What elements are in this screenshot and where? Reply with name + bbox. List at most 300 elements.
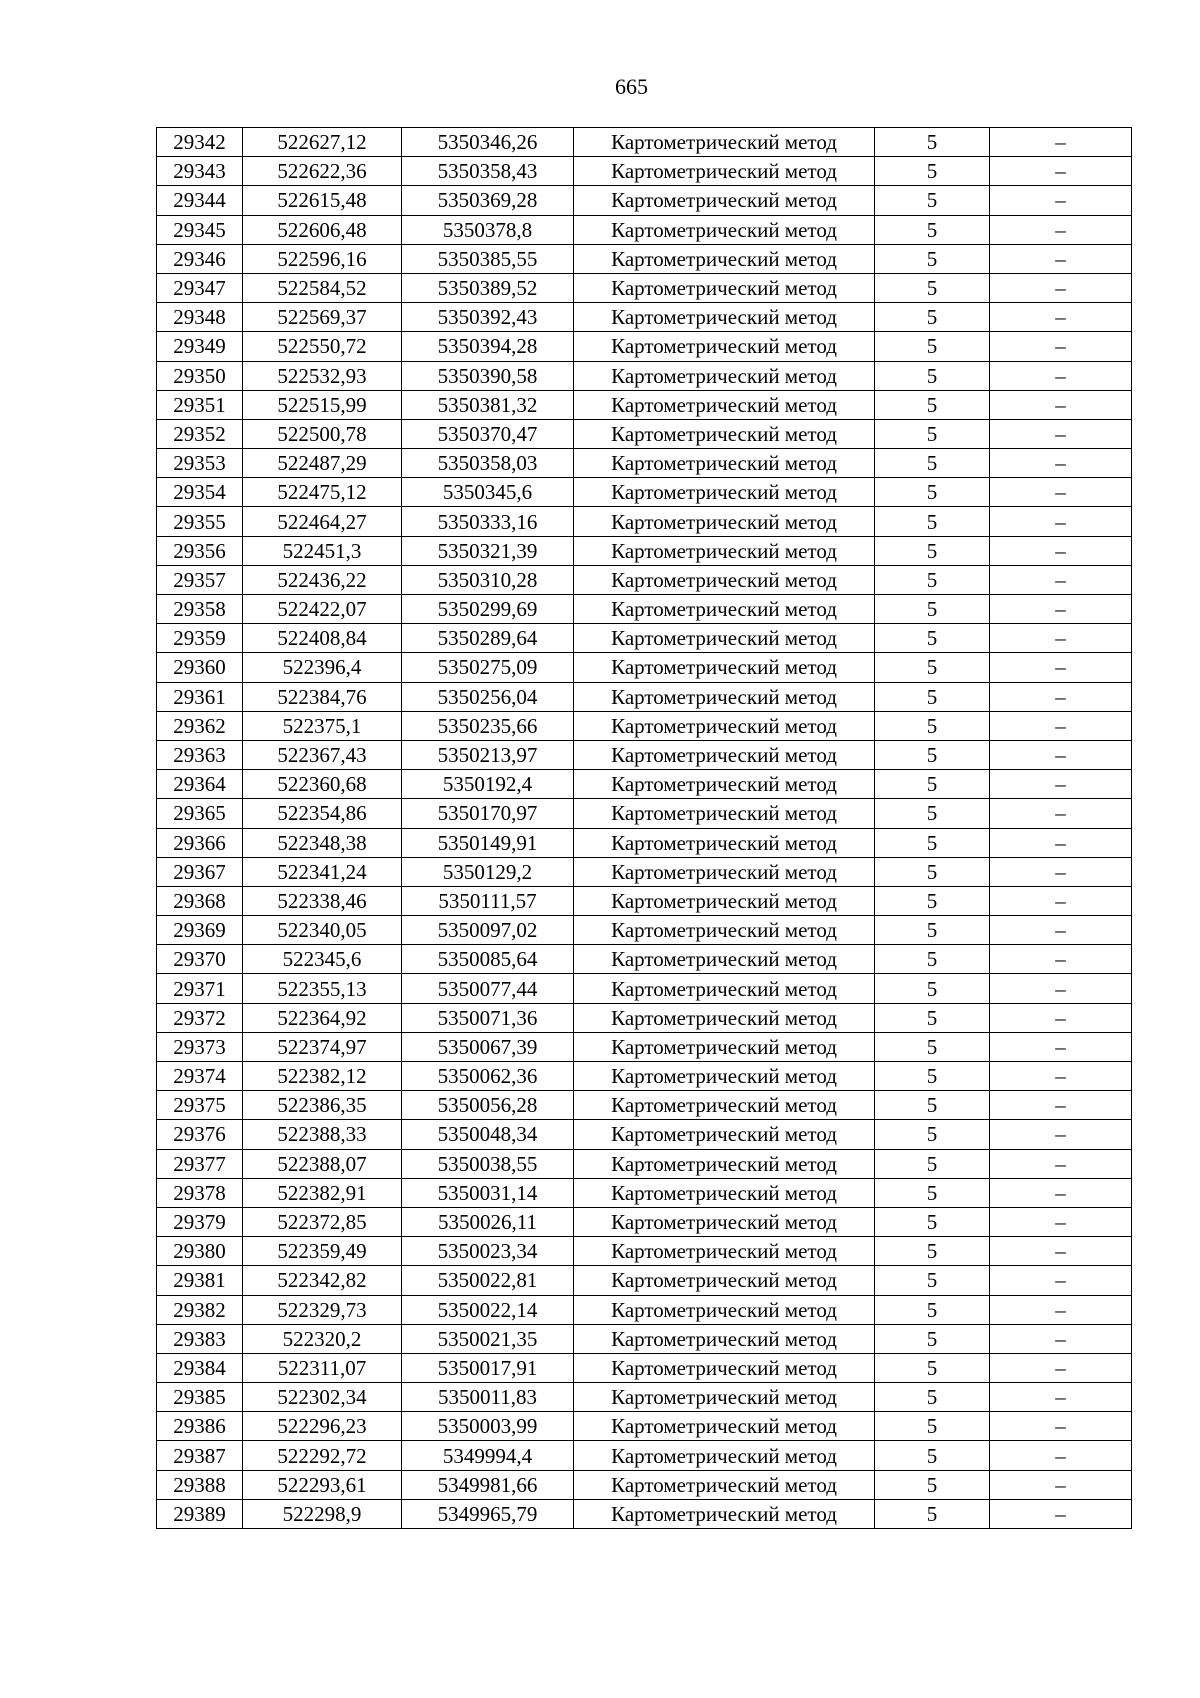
accuracy-cell: 5 <box>875 303 990 332</box>
x-coordinate-cell: 522340,05 <box>243 916 402 945</box>
description-cell: – <box>990 157 1132 186</box>
point-number-cell: 29355 <box>157 507 243 536</box>
y-coordinate-cell: 5350026,11 <box>402 1207 574 1236</box>
page-number: 665 <box>615 74 648 99</box>
x-coordinate-cell: 522372,85 <box>243 1207 402 1236</box>
accuracy-cell: 5 <box>875 215 990 244</box>
table-row <box>157 1353 1132 1382</box>
x-coordinate-cell: 522341,24 <box>243 857 402 886</box>
accuracy-cell: 5 <box>875 1412 990 1441</box>
description-cell: – <box>990 1062 1132 1091</box>
y-coordinate-cell: 5350048,34 <box>402 1120 574 1149</box>
point-number-cell: 29344 <box>157 186 243 215</box>
point-number-cell: 29356 <box>157 536 243 565</box>
x-coordinate-cell: 522375,1 <box>243 711 402 740</box>
y-coordinate-cell: 5350071,36 <box>402 1003 574 1032</box>
x-coordinate-cell: 522355,13 <box>243 974 402 1003</box>
description-cell: – <box>990 1412 1132 1441</box>
accuracy-cell: 5 <box>875 1266 990 1295</box>
y-coordinate-cell: 5350392,43 <box>402 303 574 332</box>
x-coordinate-cell: 522311,07 <box>243 1353 402 1382</box>
method-cell: Картометрический метод <box>574 770 875 799</box>
y-coordinate-cell: 5349981,66 <box>402 1470 574 1499</box>
accuracy-cell: 5 <box>875 332 990 361</box>
table-row <box>157 536 1132 565</box>
method-cell: Картометрический метод <box>574 828 875 857</box>
point-number-cell: 29352 <box>157 419 243 448</box>
point-number-cell: 29343 <box>157 157 243 186</box>
x-coordinate-cell: 522298,9 <box>243 1499 402 1528</box>
accuracy-cell: 5 <box>875 653 990 682</box>
description-cell: – <box>990 945 1132 974</box>
point-number-cell: 29381 <box>157 1266 243 1295</box>
description-cell: – <box>990 1499 1132 1528</box>
x-coordinate-cell: 522569,37 <box>243 303 402 332</box>
point-number-cell: 29354 <box>157 478 243 507</box>
y-coordinate-cell: 5350275,09 <box>402 653 574 682</box>
point-number-cell: 29384 <box>157 1353 243 1382</box>
description-cell: – <box>990 974 1132 1003</box>
x-coordinate-cell: 522354,86 <box>243 799 402 828</box>
table-row <box>157 1149 1132 1178</box>
description-cell: – <box>990 1383 1132 1412</box>
y-coordinate-cell: 5350321,39 <box>402 536 574 565</box>
description-cell: – <box>990 711 1132 740</box>
accuracy-cell: 5 <box>875 536 990 565</box>
table-row <box>157 1441 1132 1470</box>
description-cell: – <box>990 1149 1132 1178</box>
accuracy-cell: 5 <box>875 449 990 478</box>
x-coordinate-cell: 522596,16 <box>243 244 402 273</box>
table-row <box>157 1207 1132 1236</box>
point-number-cell: 29359 <box>157 624 243 653</box>
x-coordinate-cell: 522606,48 <box>243 215 402 244</box>
table-row <box>157 1412 1132 1441</box>
table-row <box>157 974 1132 1003</box>
description-cell: – <box>990 303 1132 332</box>
accuracy-cell: 5 <box>875 828 990 857</box>
table-row <box>157 215 1132 244</box>
x-coordinate-cell: 522422,07 <box>243 595 402 624</box>
table-row <box>157 1324 1132 1353</box>
y-coordinate-cell: 5350003,99 <box>402 1412 574 1441</box>
x-coordinate-cell: 522364,92 <box>243 1003 402 1032</box>
method-cell: Картометрический метод <box>574 945 875 974</box>
accuracy-cell: 5 <box>875 857 990 886</box>
method-cell: Картометрический метод <box>574 595 875 624</box>
point-number-cell: 29376 <box>157 1120 243 1149</box>
accuracy-cell: 5 <box>875 1237 990 1266</box>
table-row <box>157 361 1132 390</box>
description-cell: – <box>990 1441 1132 1470</box>
table-row <box>157 273 1132 302</box>
method-cell: Картометрический метод <box>574 1178 875 1207</box>
point-number-cell: 29358 <box>157 595 243 624</box>
accuracy-cell: 5 <box>875 244 990 273</box>
description-cell: – <box>990 536 1132 565</box>
accuracy-cell: 5 <box>875 1003 990 1032</box>
point-number-cell: 29389 <box>157 1499 243 1528</box>
description-cell: – <box>990 478 1132 507</box>
method-cell: Картометрический метод <box>574 1441 875 1470</box>
y-coordinate-cell: 5350310,28 <box>402 565 574 594</box>
method-cell: Картометрический метод <box>574 449 875 478</box>
method-cell: Картометрический метод <box>574 390 875 419</box>
table-row <box>157 1003 1132 1032</box>
y-coordinate-cell: 5350385,55 <box>402 244 574 273</box>
table-row <box>157 390 1132 419</box>
x-coordinate-cell: 522302,34 <box>243 1383 402 1412</box>
point-number-cell: 29346 <box>157 244 243 273</box>
point-number-cell: 29379 <box>157 1207 243 1236</box>
method-cell: Картометрический метод <box>574 478 875 507</box>
description-cell: – <box>990 1003 1132 1032</box>
method-cell: Картометрический метод <box>574 624 875 653</box>
method-cell: Картометрический метод <box>574 536 875 565</box>
y-coordinate-cell: 5350022,14 <box>402 1295 574 1324</box>
x-coordinate-cell: 522627,12 <box>243 128 402 157</box>
y-coordinate-cell: 5350289,64 <box>402 624 574 653</box>
method-cell: Картометрический метод <box>574 682 875 711</box>
y-coordinate-cell: 5350149,91 <box>402 828 574 857</box>
point-number-cell: 29371 <box>157 974 243 1003</box>
description-cell: – <box>990 1266 1132 1295</box>
y-coordinate-cell: 5350038,55 <box>402 1149 574 1178</box>
accuracy-cell: 5 <box>875 273 990 302</box>
x-coordinate-cell: 522329,73 <box>243 1295 402 1324</box>
description-cell: – <box>990 799 1132 828</box>
description-cell: – <box>990 1324 1132 1353</box>
method-cell: Картометрический метод <box>574 799 875 828</box>
accuracy-cell: 5 <box>875 1062 990 1091</box>
table-row <box>157 828 1132 857</box>
x-coordinate-cell: 522436,22 <box>243 565 402 594</box>
table-row <box>157 128 1132 157</box>
description-cell: – <box>990 916 1132 945</box>
accuracy-cell: 5 <box>875 916 990 945</box>
point-number-cell: 29382 <box>157 1295 243 1324</box>
method-cell: Картометрический метод <box>574 303 875 332</box>
x-coordinate-cell: 522382,91 <box>243 1178 402 1207</box>
accuracy-cell: 5 <box>875 419 990 448</box>
method-cell: Картометрический метод <box>574 1353 875 1382</box>
x-coordinate-cell: 522550,72 <box>243 332 402 361</box>
table-row <box>157 1178 1132 1207</box>
y-coordinate-cell: 5350299,69 <box>402 595 574 624</box>
point-number-cell: 29377 <box>157 1149 243 1178</box>
point-number-cell: 29380 <box>157 1237 243 1266</box>
y-coordinate-cell: 5350369,28 <box>402 186 574 215</box>
method-cell: Картометрический метод <box>574 244 875 273</box>
x-coordinate-cell: 522367,43 <box>243 740 402 769</box>
point-number-cell: 29373 <box>157 1032 243 1061</box>
point-number-cell: 29372 <box>157 1003 243 1032</box>
point-number-cell: 29370 <box>157 945 243 974</box>
description-cell: – <box>990 361 1132 390</box>
y-coordinate-cell: 5350389,52 <box>402 273 574 302</box>
method-cell: Картометрический метод <box>574 1003 875 1032</box>
point-number-cell: 29385 <box>157 1383 243 1412</box>
description-cell: – <box>990 682 1132 711</box>
table-row <box>157 507 1132 536</box>
x-coordinate-cell: 522386,35 <box>243 1091 402 1120</box>
y-coordinate-cell: 5350097,02 <box>402 916 574 945</box>
table-row <box>157 419 1132 448</box>
x-coordinate-cell: 522500,78 <box>243 419 402 448</box>
y-coordinate-cell: 5350394,28 <box>402 332 574 361</box>
table-row <box>157 711 1132 740</box>
x-coordinate-cell: 522338,46 <box>243 886 402 915</box>
method-cell: Картометрический метод <box>574 565 875 594</box>
method-cell: Картометрический метод <box>574 1120 875 1149</box>
x-coordinate-cell: 522396,4 <box>243 653 402 682</box>
x-coordinate-cell: 522342,82 <box>243 1266 402 1295</box>
table-row <box>157 1120 1132 1149</box>
table-row <box>157 1237 1132 1266</box>
accuracy-cell: 5 <box>875 1499 990 1528</box>
description-cell: – <box>990 215 1132 244</box>
x-coordinate-cell: 522293,61 <box>243 1470 402 1499</box>
accuracy-cell: 5 <box>875 1295 990 1324</box>
y-coordinate-cell: 5350346,26 <box>402 128 574 157</box>
x-coordinate-cell: 522451,3 <box>243 536 402 565</box>
method-cell: Картометрический метод <box>574 1266 875 1295</box>
y-coordinate-cell: 5350017,91 <box>402 1353 574 1382</box>
description-cell: – <box>990 273 1132 302</box>
accuracy-cell: 5 <box>875 974 990 1003</box>
point-number-cell: 29387 <box>157 1441 243 1470</box>
table-row <box>157 1499 1132 1528</box>
y-coordinate-cell: 5350023,34 <box>402 1237 574 1266</box>
point-number-cell: 29345 <box>157 215 243 244</box>
point-number-cell: 29368 <box>157 886 243 915</box>
table-row <box>157 624 1132 653</box>
description-cell: – <box>990 1237 1132 1266</box>
method-cell: Картометрический метод <box>574 332 875 361</box>
description-cell: – <box>990 653 1132 682</box>
accuracy-cell: 5 <box>875 390 990 419</box>
y-coordinate-cell: 5350192,4 <box>402 770 574 799</box>
accuracy-cell: 5 <box>875 1149 990 1178</box>
x-coordinate-cell: 522320,2 <box>243 1324 402 1353</box>
description-cell: – <box>990 595 1132 624</box>
method-cell: Картометрический метод <box>574 215 875 244</box>
table-row <box>157 857 1132 886</box>
method-cell: Картометрический метод <box>574 1412 875 1441</box>
x-coordinate-cell: 522374,97 <box>243 1032 402 1061</box>
x-coordinate-cell: 522360,68 <box>243 770 402 799</box>
point-number-cell: 29366 <box>157 828 243 857</box>
y-coordinate-cell: 5350358,43 <box>402 157 574 186</box>
method-cell: Картометрический метод <box>574 419 875 448</box>
description-cell: – <box>990 1178 1132 1207</box>
x-coordinate-cell: 522408,84 <box>243 624 402 653</box>
x-coordinate-cell: 522296,23 <box>243 1412 402 1441</box>
x-coordinate-cell: 522515,99 <box>243 390 402 419</box>
accuracy-cell: 5 <box>875 565 990 594</box>
accuracy-cell: 5 <box>875 1470 990 1499</box>
point-number-cell: 29363 <box>157 740 243 769</box>
method-cell: Картометрический метод <box>574 128 875 157</box>
y-coordinate-cell: 5350067,39 <box>402 1032 574 1061</box>
point-number-cell: 29369 <box>157 916 243 945</box>
point-number-cell: 29362 <box>157 711 243 740</box>
table-row <box>157 565 1132 594</box>
table-row <box>157 653 1132 682</box>
description-cell: – <box>990 624 1132 653</box>
y-coordinate-cell: 5350085,64 <box>402 945 574 974</box>
accuracy-cell: 5 <box>875 770 990 799</box>
method-cell: Картометрический метод <box>574 740 875 769</box>
point-number-cell: 29353 <box>157 449 243 478</box>
point-number-cell: 29350 <box>157 361 243 390</box>
description-cell: – <box>990 1207 1132 1236</box>
point-number-cell: 29360 <box>157 653 243 682</box>
coordinates-table <box>156 127 1132 1529</box>
table-row <box>157 682 1132 711</box>
accuracy-cell: 5 <box>875 624 990 653</box>
y-coordinate-cell: 5350381,32 <box>402 390 574 419</box>
table-row <box>157 799 1132 828</box>
accuracy-cell: 5 <box>875 886 990 915</box>
accuracy-cell: 5 <box>875 1324 990 1353</box>
x-coordinate-cell: 522532,93 <box>243 361 402 390</box>
point-number-cell: 29374 <box>157 1062 243 1091</box>
x-coordinate-cell: 522359,49 <box>243 1237 402 1266</box>
description-cell: – <box>990 1032 1132 1061</box>
description-cell: – <box>990 1353 1132 1382</box>
point-number-cell: 29378 <box>157 1178 243 1207</box>
accuracy-cell: 5 <box>875 1383 990 1412</box>
x-coordinate-cell: 522345,6 <box>243 945 402 974</box>
method-cell: Картометрический метод <box>574 1091 875 1120</box>
y-coordinate-cell: 5350345,6 <box>402 478 574 507</box>
accuracy-cell: 5 <box>875 157 990 186</box>
table-row <box>157 740 1132 769</box>
description-cell: – <box>990 332 1132 361</box>
description-cell: – <box>990 770 1132 799</box>
y-coordinate-cell: 5350056,28 <box>402 1091 574 1120</box>
point-number-cell: 29364 <box>157 770 243 799</box>
point-number-cell: 29375 <box>157 1091 243 1120</box>
description-cell: – <box>990 1470 1132 1499</box>
accuracy-cell: 5 <box>875 945 990 974</box>
accuracy-cell: 5 <box>875 1032 990 1061</box>
x-coordinate-cell: 522384,76 <box>243 682 402 711</box>
point-number-cell: 29357 <box>157 565 243 594</box>
y-coordinate-cell: 5350256,04 <box>402 682 574 711</box>
description-cell: – <box>990 244 1132 273</box>
method-cell: Картометрический метод <box>574 974 875 1003</box>
y-coordinate-cell: 5350022,81 <box>402 1266 574 1295</box>
table-row <box>157 1032 1132 1061</box>
table-row <box>157 1295 1132 1324</box>
method-cell: Картометрический метод <box>574 857 875 886</box>
x-coordinate-cell: 522475,12 <box>243 478 402 507</box>
method-cell: Картометрический метод <box>574 653 875 682</box>
accuracy-cell: 5 <box>875 711 990 740</box>
y-coordinate-cell: 5350011,83 <box>402 1383 574 1412</box>
point-number-cell: 29348 <box>157 303 243 332</box>
method-cell: Картометрический метод <box>574 886 875 915</box>
description-cell: – <box>990 1295 1132 1324</box>
method-cell: Картометрический метод <box>574 1237 875 1266</box>
x-coordinate-cell: 522292,72 <box>243 1441 402 1470</box>
table-row <box>157 1091 1132 1120</box>
description-cell: – <box>990 449 1132 478</box>
method-cell: Картометрический метод <box>574 1383 875 1412</box>
x-coordinate-cell: 522348,38 <box>243 828 402 857</box>
description-cell: – <box>990 886 1132 915</box>
table-row <box>157 1383 1132 1412</box>
table-row <box>157 916 1132 945</box>
accuracy-cell: 5 <box>875 1091 990 1120</box>
method-cell: Картометрический метод <box>574 916 875 945</box>
table-row <box>157 157 1132 186</box>
y-coordinate-cell: 5350235,66 <box>402 711 574 740</box>
table-row <box>157 886 1132 915</box>
x-coordinate-cell: 522382,12 <box>243 1062 402 1091</box>
point-number-cell: 29349 <box>157 332 243 361</box>
y-coordinate-cell: 5350378,8 <box>402 215 574 244</box>
method-cell: Картометрический метод <box>574 1324 875 1353</box>
description-cell: – <box>990 828 1132 857</box>
method-cell: Картометрический метод <box>574 157 875 186</box>
point-number-cell: 29351 <box>157 390 243 419</box>
table-row <box>157 478 1132 507</box>
y-coordinate-cell: 5350213,97 <box>402 740 574 769</box>
accuracy-cell: 5 <box>875 361 990 390</box>
x-coordinate-cell: 522464,27 <box>243 507 402 536</box>
x-coordinate-cell: 522615,48 <box>243 186 402 215</box>
accuracy-cell: 5 <box>875 1120 990 1149</box>
accuracy-cell: 5 <box>875 682 990 711</box>
point-number-cell: 29386 <box>157 1412 243 1441</box>
table-row <box>157 1062 1132 1091</box>
description-cell: – <box>990 186 1132 215</box>
y-coordinate-cell: 5350333,16 <box>402 507 574 536</box>
method-cell: Картометрический метод <box>574 1149 875 1178</box>
y-coordinate-cell: 5350170,97 <box>402 799 574 828</box>
point-number-cell: 29342 <box>157 128 243 157</box>
y-coordinate-cell: 5349994,4 <box>402 1441 574 1470</box>
y-coordinate-cell: 5350390,58 <box>402 361 574 390</box>
description-cell: – <box>990 857 1132 886</box>
accuracy-cell: 5 <box>875 1353 990 1382</box>
accuracy-cell: 5 <box>875 799 990 828</box>
method-cell: Картометрический метод <box>574 711 875 740</box>
y-coordinate-cell: 5350370,47 <box>402 419 574 448</box>
method-cell: Картометрический метод <box>574 186 875 215</box>
y-coordinate-cell: 5350021,35 <box>402 1324 574 1353</box>
accuracy-cell: 5 <box>875 1441 990 1470</box>
method-cell: Картометрический метод <box>574 1032 875 1061</box>
description-cell: – <box>990 1120 1132 1149</box>
accuracy-cell: 5 <box>875 595 990 624</box>
y-coordinate-cell: 5349965,79 <box>402 1499 574 1528</box>
method-cell: Картометрический метод <box>574 361 875 390</box>
y-coordinate-cell: 5350062,36 <box>402 1062 574 1091</box>
accuracy-cell: 5 <box>875 507 990 536</box>
point-number-cell: 29361 <box>157 682 243 711</box>
method-cell: Картометрический метод <box>574 507 875 536</box>
method-cell: Картометрический метод <box>574 1470 875 1499</box>
method-cell: Картометрический метод <box>574 1207 875 1236</box>
x-coordinate-cell: 522622,36 <box>243 157 402 186</box>
description-cell: – <box>990 419 1132 448</box>
point-number-cell: 29388 <box>157 1470 243 1499</box>
description-cell: – <box>990 128 1132 157</box>
